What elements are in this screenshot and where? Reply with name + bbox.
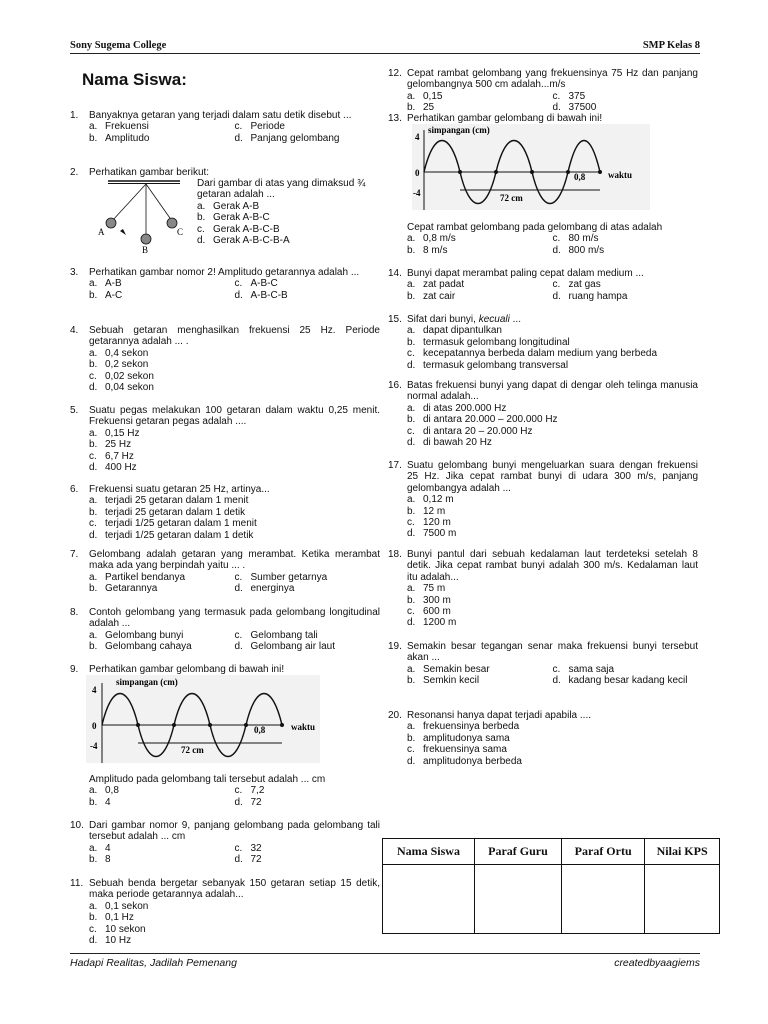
question-8: 8. Contoh gelombang yang termasuk pada gelombang longitudinal adalah ... a. Gelombang bunyi c. Gelombang tali b. Gelombang cahaya d. Gelombang air laut (70, 607, 380, 653)
question-6: 6. Frekuensi suatu getaran 25 Hz, artinya... a. terjadi 25 getaran dalam 1 menit b. terjadi 25 getaran dalam 1 detik c. terjadi 1/25 getaran dalam 1 menit d. terjadi 1/25 getaran dalam 1 detik (70, 484, 270, 541)
class-level: SMP Kelas 8 (642, 40, 700, 51)
footer-credit: createdbyaagiems (614, 957, 700, 969)
student-name-label: Nama Siswa: (82, 70, 187, 89)
question-14: 14. Bunyi dapat merambat paling cepat dalam medium ... a. zat padat c. zat gas b. zat cair d. ruang hampa (388, 268, 644, 302)
header-nama-siswa: Nama Siswa (383, 839, 475, 865)
question-12: 12. Cepat rambat gelombang yang frekuensinya 75 Hz dan panjang gelombangnya 500 cm adalah...m/s a. 0,15 c. 375 b. 25 d. 37500 (388, 68, 698, 114)
options: a. Frekuensi c. Periode b. Amplitudo d. Panjang gelombang (89, 121, 340, 144)
question-10: 10. Dari gambar nomor 9, panjang gelombang pada gelombang tali tersebut adalah ... cm a. 4 c. 32 b. 8 d. 72 (70, 820, 380, 866)
svg-text:0: 0 (415, 168, 420, 178)
question-stem: Perhatikan gambar berikut: (89, 167, 210, 178)
svg-text:72 cm: 72 cm (500, 193, 523, 203)
question-11: 11. Sebuah benda bergetar sebanyak 150 getaran setiap 15 detik, maka periode getarannya adalah... a. 0,1 sekon b. 0,1 Hz c. 10 sekon d. 10 Hz (70, 878, 380, 947)
svg-text:72 cm: 72 cm (181, 745, 204, 755)
svg-text:4: 4 (415, 132, 420, 142)
footer-motto: Hadapi Realitas, Jadilah Pemenang (70, 957, 237, 969)
page-header (70, 38, 700, 54)
wave-figure-q13 (412, 124, 650, 210)
svg-text:waktu: waktu (608, 170, 633, 180)
question-13-answers: Cepat rambat gelombang pada gelombang di atas adalah a. 0,8 m/s c. 80 m/s b. 8 m/s d. 800 m/s (407, 222, 663, 256)
svg-text:waktu: waktu (291, 722, 316, 732)
header-nilai-kps: Nilai KPS (645, 839, 720, 865)
signature-table (382, 838, 720, 934)
question-7: 7. Gelombang adalah getaran yang merambat. Ketika merambat maka ada yang berpindah yaitu ... . a. Partikel bendanya c. Sumber getarnya b. Getarannya d. energinya (70, 549, 380, 595)
cell-nama-siswa[interactable] (383, 865, 475, 934)
header-paraf-guru: Paraf Guru (474, 839, 561, 865)
question-9-answers: Amplitudo pada gelombang tali tersebut adalah ... cm a. 0,8 c. 7,2 b. 4 d. 72 (89, 774, 326, 808)
svg-text:0,8: 0,8 (574, 172, 586, 182)
question-stem: Banyaknya getaran yang terjadi dalam satu detik disebut ... (89, 110, 352, 121)
label-b: B (142, 245, 149, 253)
question-3: 3. Perhatikan gambar nomor 2! Amplitudo getarannya adalah ... a. A-B c. A-B-C b. A-C d. A-B-C-B (70, 267, 360, 301)
label-a: A (98, 227, 105, 237)
header-paraf-ortu: Paraf Ortu (562, 839, 645, 865)
question-5: 5. Suatu pegas melakukan 100 getaran dalam waktu 0,25 menit. Frekuensi getaran pegas adalah .... a. 0,15 Hz b. 25 Hz c. 6,7 Hz d. 400 Hz (70, 405, 380, 474)
question-4: 4. Sebuah getaran menghasilkan frekuensi 25 Hz. Periode getarannya adalah ... . a. 0,4 sekon b. 0,2 sekon c. 0,02 sekon d. 0,04 sekon (70, 325, 380, 394)
svg-text:4: 4 (92, 685, 97, 695)
svg-text:0: 0 (92, 721, 97, 731)
question-16: 16. Batas frekuensi bunyi yang dapat di dengar oleh telinga manusia normal adalah... a. di atas 200.000 Hz b. di antara 20.000 – 200.000 Hz c. di antara 20 – 20.000 Hz d. di bawah 20 Hz (388, 380, 698, 449)
svg-text:simpangan (cm): simpangan (cm) (116, 677, 178, 687)
svg-text:-4: -4 (413, 188, 421, 198)
question-2-side: Dari gambar di atas yang dimaksud ¾ getaran adalah ... a. Gerak A-B b. Gerak A-B-C c. Gerak A-B-C-B d. Gerak A-B-C-B-A (197, 178, 366, 247)
label-c: C (177, 227, 184, 237)
question-20: 20. Resonansi hanya dapat terjadi apabila .... a. frekuensinya berbeda b. amplitudonya sama c. frekuensinya sama d. amplitudonya berbeda (388, 710, 592, 767)
svg-text:-4: -4 (90, 741, 98, 751)
question-13: 13. Perhatikan gambar gelombang di bawah ini! (388, 113, 603, 124)
wave-figure-q9 (86, 675, 320, 763)
question-17: 17. Suatu gelombang bunyi mengeluarkan suara dengan frekuensi 25 Hz. Jika cepat rambat bunyi di udara 300 m/s, panjang gelombangya adalah ... a. 0,12 m b. 12 m c. 120 m d. 7500 m (388, 460, 698, 540)
question-2: 2. Perhatikan gambar berikut: A B C Dari gambar di atas yang dimaksud ¾ getaran adalah ... a. Gerak A-B b. Gerak A-B-C c. Gerak A-B-C-B d. Gerak A-B-C-B-A (70, 167, 380, 178)
question-18: 18. Bunyi pantul dari sebuah kedalaman laut terdeteksi setelah 8 detik. Jika cepat rambat bunyi adalah 300 m/s. Kedalaman laut itu adalah... a. 75 m b. 300 m c. 600 m d. 1200 m (388, 549, 698, 629)
svg-text:0,8: 0,8 (254, 725, 266, 735)
question-1: 1. Banyaknya getaran yang terjadi dalam satu detik disebut ... a. Frekuensi c. Periode b. Amplitudo d. Panjang gelombang (70, 110, 380, 144)
cell-paraf-guru[interactable] (474, 865, 561, 934)
question-19: 19. Semakin besar tegangan senar maka frekuensi bunyi tersebut akan ... a. Semakin besar c. sama saja b. Semkin kecil d. kadang besar kadang kecil (388, 641, 698, 687)
question-15: 15. Sifat dari bunyi, kecuali ... a. dapat dipantulkan b. termasuk gelombang longitudinal c. kecepatannya berbeda dalam medium yang berbeda d. termasuk gelombang transversal (388, 314, 658, 371)
page-footer (70, 953, 700, 969)
svg-text:simpangan (cm): simpangan (cm) (428, 125, 490, 135)
pendulum-figure (90, 177, 190, 253)
cell-nilai-kps[interactable] (645, 865, 720, 934)
cell-paraf-ortu[interactable] (562, 865, 645, 934)
school-name: Sony Sugema College (70, 40, 167, 51)
question-9: 9. Perhatikan gambar gelombang di bawah ini! (70, 664, 285, 675)
